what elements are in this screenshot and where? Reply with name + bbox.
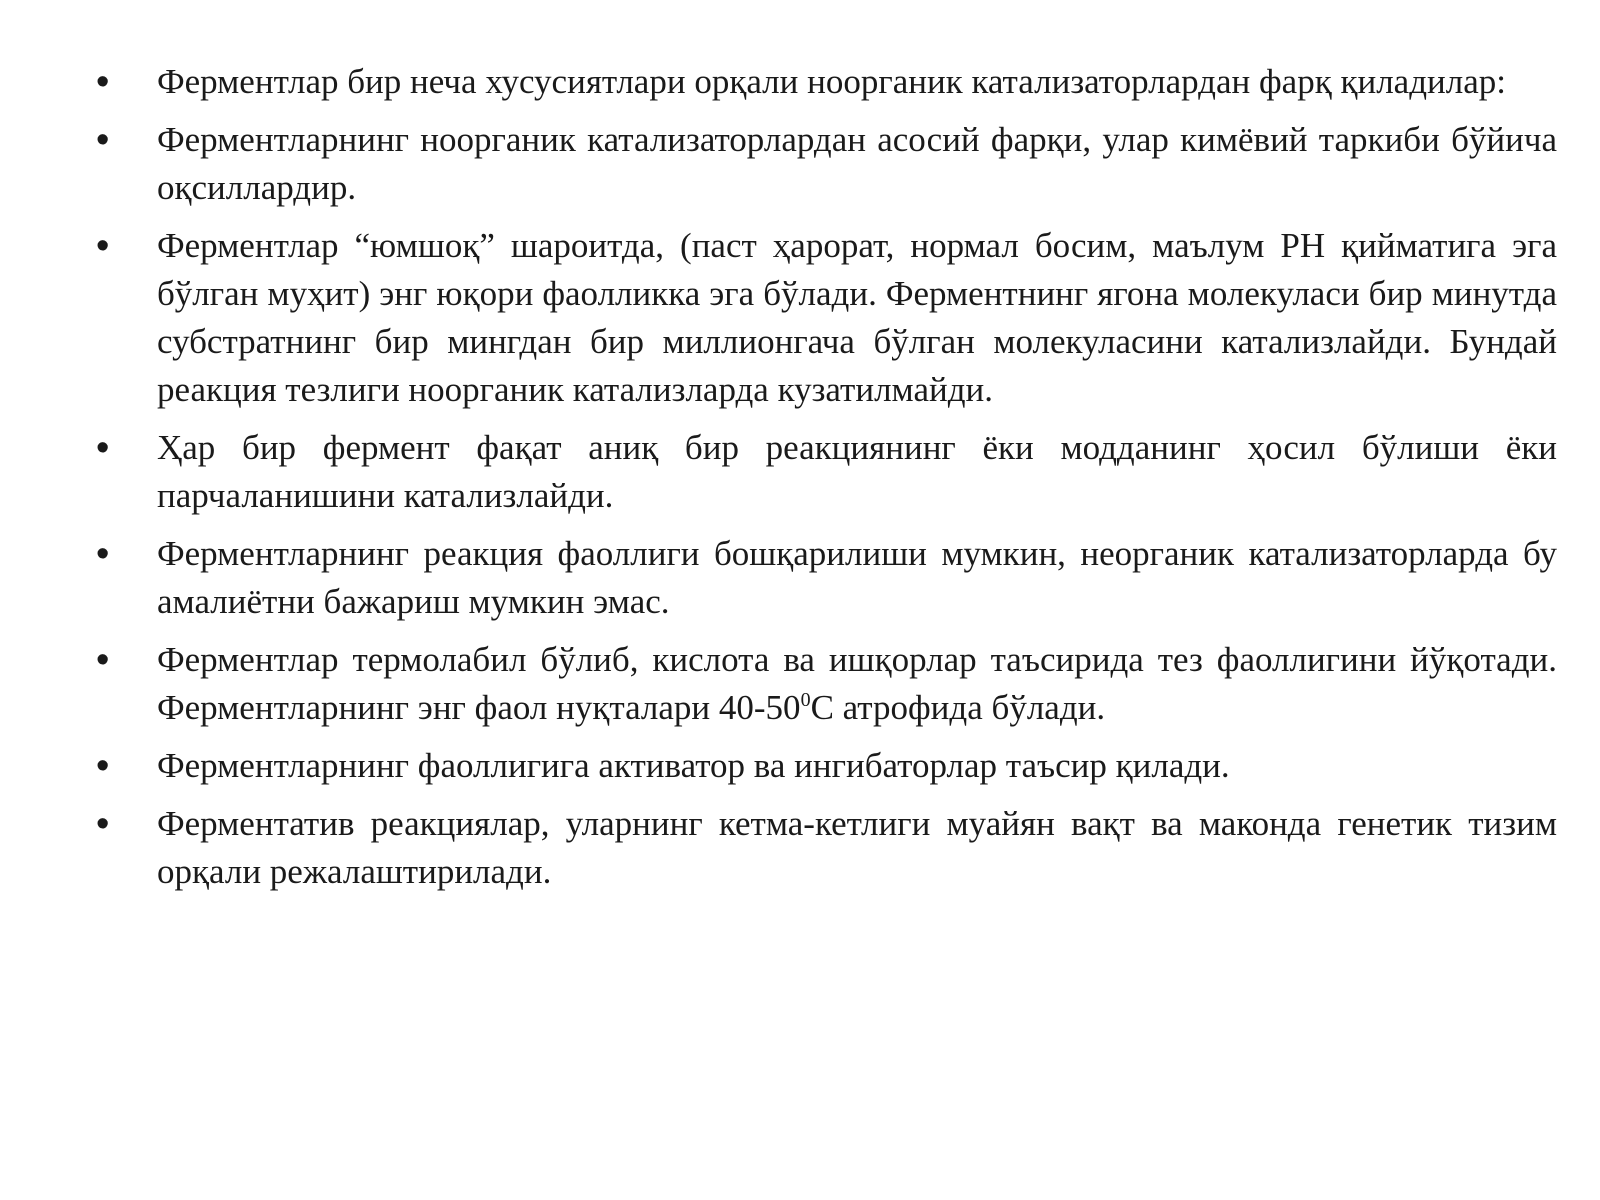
bullet-text-part: Ферментлар термолабил бўлиб, кислота ва ишқорлар таъсирида тез фаоллигини йўқотади. Ферментларнинг энг фаол нуқталари 40-50 (157, 640, 1557, 727)
bullet-point-icon: • (96, 119, 110, 161)
bullet-text: Ферментатив реакциялар, уларнинг кетма-кетлиги муайян вақт ва маконда генетик тизим орқали режалаштирилади. (157, 804, 1557, 891)
bullet-item (0, 222, 1600, 414)
bullet-point-icon: • (96, 745, 110, 787)
bullet-item (0, 636, 1600, 732)
bullet-text: Ферментларнинг реакция фаоллиги бошқарилиши мумкин, неорганик катализаторларда бу амалиётни бажариш мумкин эмас. (157, 534, 1557, 621)
bullet-text: Ферментлар бир неча хусусиятлари орқали ноорганик катализаторлардан фарқ қиладилар: (157, 62, 1506, 101)
bullet-item (0, 742, 1600, 790)
bullet-point-icon: • (96, 225, 110, 267)
bullet-point-icon: • (96, 639, 110, 681)
bullet-list (0, 58, 1600, 906)
bullet-text: Ферментларнинг ноорганик катализаторлардан асосий фарқи, улар кимёвий таркиби бўйича оқсиллардир. (157, 120, 1557, 207)
bullet-text: Ферментларнинг фаоллигига активатор ва ингибаторлар таъсир қилади. (157, 746, 1230, 785)
bullet-point-icon: • (96, 803, 110, 845)
bullet-point-icon: • (96, 61, 110, 103)
degree-superscript: 0 (800, 689, 811, 711)
bullet-item (0, 424, 1600, 520)
bullet-text-part: С атрофида бўлади. (810, 688, 1106, 727)
bullet-item (0, 800, 1600, 896)
bullet-item (0, 530, 1600, 626)
bullet-point-icon: • (96, 427, 110, 469)
bullet-point-icon: • (96, 533, 110, 575)
bullet-item (0, 58, 1600, 106)
bullet-text: Ферментлар “юмшоқ” шароитда, (паст ҳарорат, нормал босим, маълум PH қийматига эга бўлган муҳит) энг юқори фаолликка эга бўлади. Ферментнинг ягона молекуласи бир минутда субстратнинг бир мингдан бир миллионгача бўлган молекуласини катализлайди. Бундай реакция тезлиги ноорганик катализларда кузатилмайди. (157, 226, 1557, 409)
bullet-item (0, 116, 1600, 212)
bullet-text (157, 636, 1557, 732)
bullet-text: Ҳар бир фермент фақат аниқ бир реакциянинг ёки модданинг ҳосил бўлиши ёки парчаланишини катализлайди. (157, 428, 1557, 515)
